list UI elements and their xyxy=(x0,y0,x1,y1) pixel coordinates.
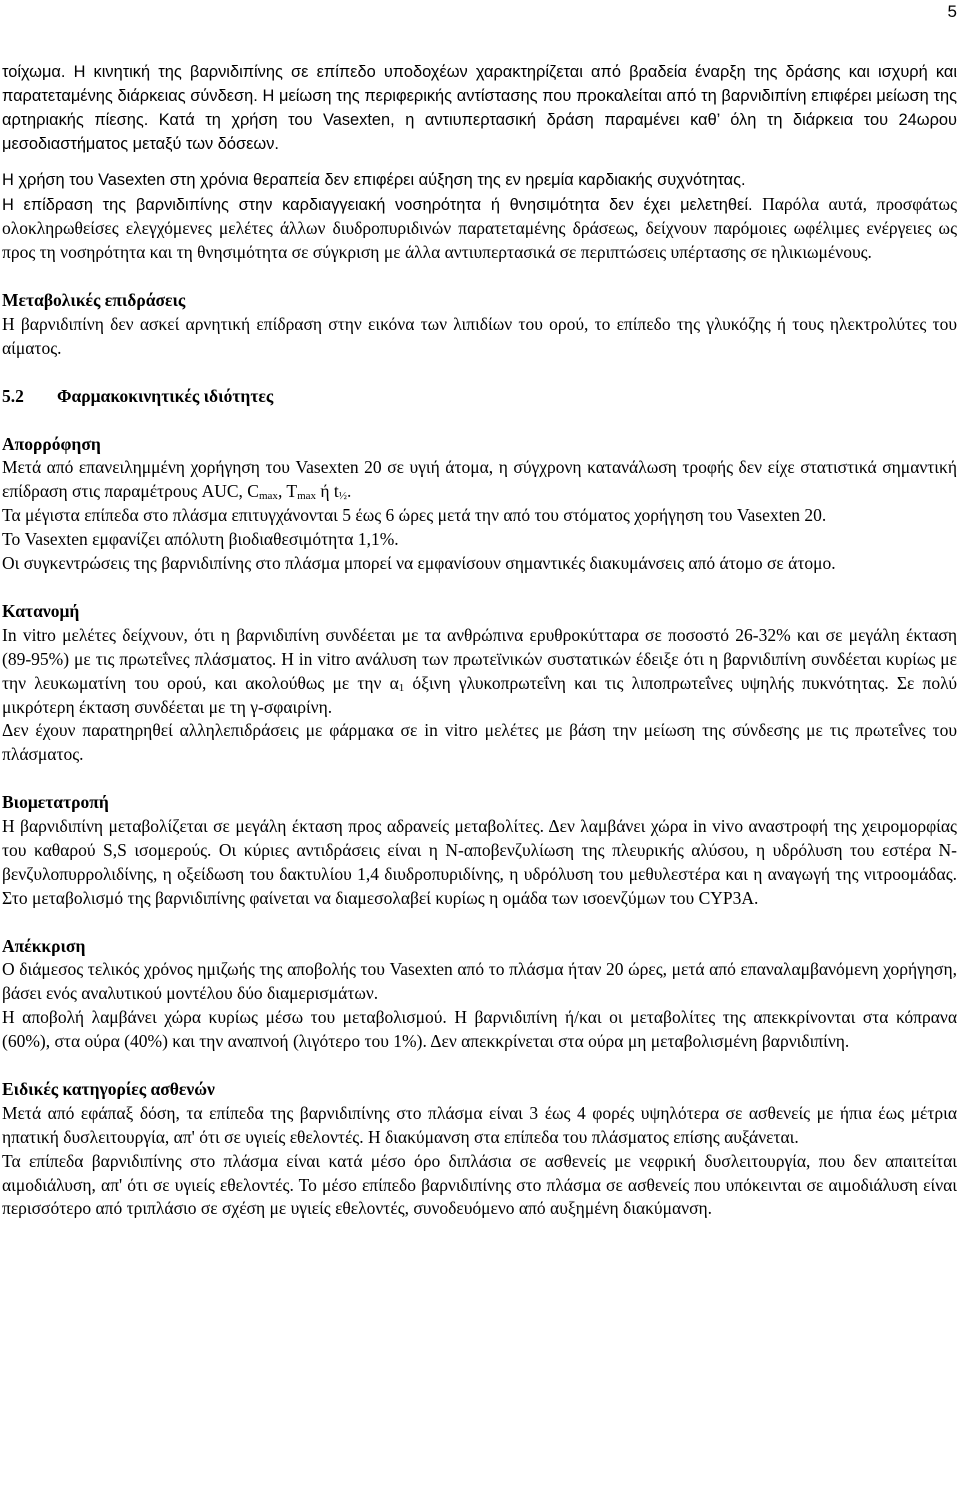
intro-paragraph: τοίχωμα. Η κινητική της βαρνιδιπίνης σε επίπεδο υποδοχέων χαρακτηρίζεται από βραδεία έναρξη της δράσης και ισχυρή και παρατεταμένης διάρκειας σύνδεση. Η μείωση της περιφερικής αντίστασης που προκαλείται από τη βαρνιδιπίνη επιφέρει μείωση της αρτηριακής πίεσης. Κατά τη χρήση του Vasexten, η αντιυπερτασική δράση παραμένει καθ’ όλη τη διάρκεια του 24ωρου μεσοδιαστήματος μεταξύ των δόσεων. xyxy=(2,63,957,153)
absorption-heading: Απορρόφηση xyxy=(2,433,101,454)
absorption-text-end: . xyxy=(347,481,352,502)
absorption-text: Μετά από επανειλημμένη χορήγηση του Vasexten 20 σε υγιή άτομα, η σύγχρονη κατανάλωση τροφής δεν είχε στατιστικά σημαντική επίδραση στις παραμέτρους AUC, C xyxy=(2,457,957,502)
absorption-text-mid2: ή t xyxy=(316,481,339,502)
page-number: 5 xyxy=(947,2,957,21)
metabolic-heading: Μεταβολικές επιδράσεις xyxy=(2,290,186,311)
distribution-heading: Κατανομή xyxy=(2,600,80,621)
alpha-subscript: 1 xyxy=(398,681,405,694)
special-populations-paragraph-1: Μετά από εφάπαξ δόση, τα επίπεδα της βαρνιδιπίνης στο πλάσμα είναι 3 έως 4 φορές υψηλότερα σε ασθενείς με ήπια έως μέτρια ηπατική δυσλειτουργία, απ' ότι σε υγιείς εθελοντές. Η διακύμανση στα επίπεδα του πλάσματος επίσης αυξάνεται. xyxy=(2,1102,957,1147)
tmax-subscript: max xyxy=(297,490,317,503)
section-title: Φαρμακοκινητικές ιδιότητες xyxy=(57,385,274,406)
distribution-text: In vitro μελέτες δείχνουν, ότι η βαρνιδιπίνη συνδέεται με τα ανθρώπινα ερυθροκύτταρα σε ποσοστό 26-32% και σε μεγάλη έκταση (89-95%) με τις πρωτεΐνες πλάσματος. Η in vitro ανάλυση των πρωτεϊνικών συστατικών έδειξε ότι η βαρνιδιπίνη συνδέεται κυρίως με την λευκωματίνη του ορού, και ακολούθως με την α xyxy=(2,624,957,693)
biotransformation-text: Η βαρνιδιπίνη μεταβολίζεται σε μεγάλη έκταση προς αδρανείς μεταβολίτες. Δεν λαμβάνει χώρα in vivo αναστροφή της χειρομορφίας του καθαρού S,S ισομερούς. Οι κύριες αντιδράσεις είναι η N-αποβενζυλίωση της πλευρικής αλύσου, η υδρόλυση του εστέρα N-βενζυλοπυρρολιδίνης, η οξείδωση του δακτυλίου 1,4 διυδροπυριδίνης, η υδρόλυση του μεθυλεστέρα και η αναγωγή της νιτροομάδας. Στο μεταβολισμό της βαρνιδιπίνης φαίνεται να διαμεσολαβεί κυρίως η ομάδα των ισοενζύμων του CYP3A. xyxy=(2,816,957,908)
absorption-paragraph-3: Το Vasexten εμφανίζει απόλυτη βιοδιαθεσιμότητα 1,1%. xyxy=(2,529,399,550)
heart-rate-paragraph: Η χρήση του Vasexten στη χρόνια θεραπεία δεν επιφέρει αύξηση της εν ηρεμία καρδιακής συχνότητας. xyxy=(2,170,746,189)
excretion-heading: Απέκκριση xyxy=(2,935,86,956)
absorption-text-mid: , T xyxy=(277,481,298,502)
distribution-paragraph-1 xyxy=(2,624,957,720)
distribution-text-end: όξινη γλυκοπρωτεΐνη και τις λιποπρωτεΐνες υψηλής πυκνότητας. Σε πολύ μικρότερη έκταση συνδέεται με τη γ-σφαιρίνη. xyxy=(2,672,957,717)
excretion-paragraph-1: Ο διάμεσος τελικός χρόνος ημιζωής της αποβολής του Vasexten από το πλάσμα ήταν 20 ώρες, μετά από επαναλαμβανόμενη χορήγηση, βάσει ενός αναλυτικού μοντέλου δύο διαμερισμάτων. xyxy=(2,959,957,1004)
morbidity-sentence: Η επίδραση της βαρνιδιπίνης στην καρδιαγγειακή νοσηρότητα ή θνησιμότητα δεν έχει μελετηθεί. xyxy=(2,195,753,214)
absorption-paragraph-4: Οι συγκεντρώσεις της βαρνιδιπίνης στο πλάσμα μπορεί να εμφανίσουν σημαντικές διακυμάνσεις από άτομο σε άτομο. xyxy=(2,553,836,574)
distribution-paragraph-2: Δεν έχουν παρατηρηθεί αλληλεπιδράσεις με φάρμακα σε in vitro μελέτες με βάση την μείωση της σύνδεσης με τις πρωτεΐνες του πλάσματος. xyxy=(2,720,957,765)
morbidity-continuation: Παρόλα αυτά, προσφάτως ολοκληρωθείσες ελεγχόμενες μελέτες άλλων διυδροπυριδινών παρατεταμένης δράσεως, δείχνουν παρόμοιες ωφέλιμες ενέργειες ως προς τη νοσηρότητα και τη θνησιμότητα σε σύγκριση με άλλα αντιυπερτασικά σε περιπτώσεις υπέρτασης σε ηλικιωμένους. xyxy=(2,193,957,263)
absorption-paragraph-1 xyxy=(2,456,957,504)
morbidity-paragraph xyxy=(2,193,957,266)
special-populations-paragraph-2: Τα επίπεδα βαρνιδιπίνης στο πλάσμα είναι κατά μέσο όρο διπλάσια σε ασθενείς με νεφρική δυσλειτουργία, που δεν απαιτείται αιμοδιάλυση, απ' ότι σε υγιείς εθελοντές. Το μέσο επίπεδο βαρνιδιπίνης στο πλάσμα σε ασθενείς που υπόκεινται σε αιμοδιάλυση είναι περισσότερο από τριπλάσιο σε σχέση με υγιείς εθελοντές, συνοδευόμενο από αυξημένη διακύμανση. xyxy=(2,1150,957,1219)
section-number: 5.2 xyxy=(2,385,24,406)
cmax-subscript: max xyxy=(258,490,278,503)
absorption-paragraph-2: Τα μέγιστα επίπεδα στο πλάσμα επιτυγχάνονται 5 έως 6 ώρες μετά την από του στόματος χορήγηση του Vasexten 20. xyxy=(2,505,827,526)
thalf-subscript: ½ xyxy=(338,490,348,503)
section-heading xyxy=(2,385,957,409)
excretion-paragraph-2: Η αποβολή λαμβάνει χώρα κυρίως μέσω του μεταβολισμού. Η βαρνιδιπίνη ή/και οι μεταβολίτες της απεκκρίνονται στα κόπρανα (60%), στα ούρα (40%) και την αναπνοή (λιγότερο του 1%). Δεν απεκκρίνεται στα ούρα μη μεταβολισμένη βαρνιδιπίνη. xyxy=(2,1007,957,1052)
special-populations-heading: Ειδικές κατηγορίες ασθενών xyxy=(2,1078,215,1099)
metabolic-text: Η βαρνιδιπίνη δεν ασκεί αρνητική επίδραση στην εικόνα των λιπιδίων του ορού, το επίπεδο της γλυκόζης ή τους ηλεκτρολύτες του αίματος. xyxy=(2,314,957,358)
biotransformation-heading: Βιομετατροπή xyxy=(2,792,109,813)
